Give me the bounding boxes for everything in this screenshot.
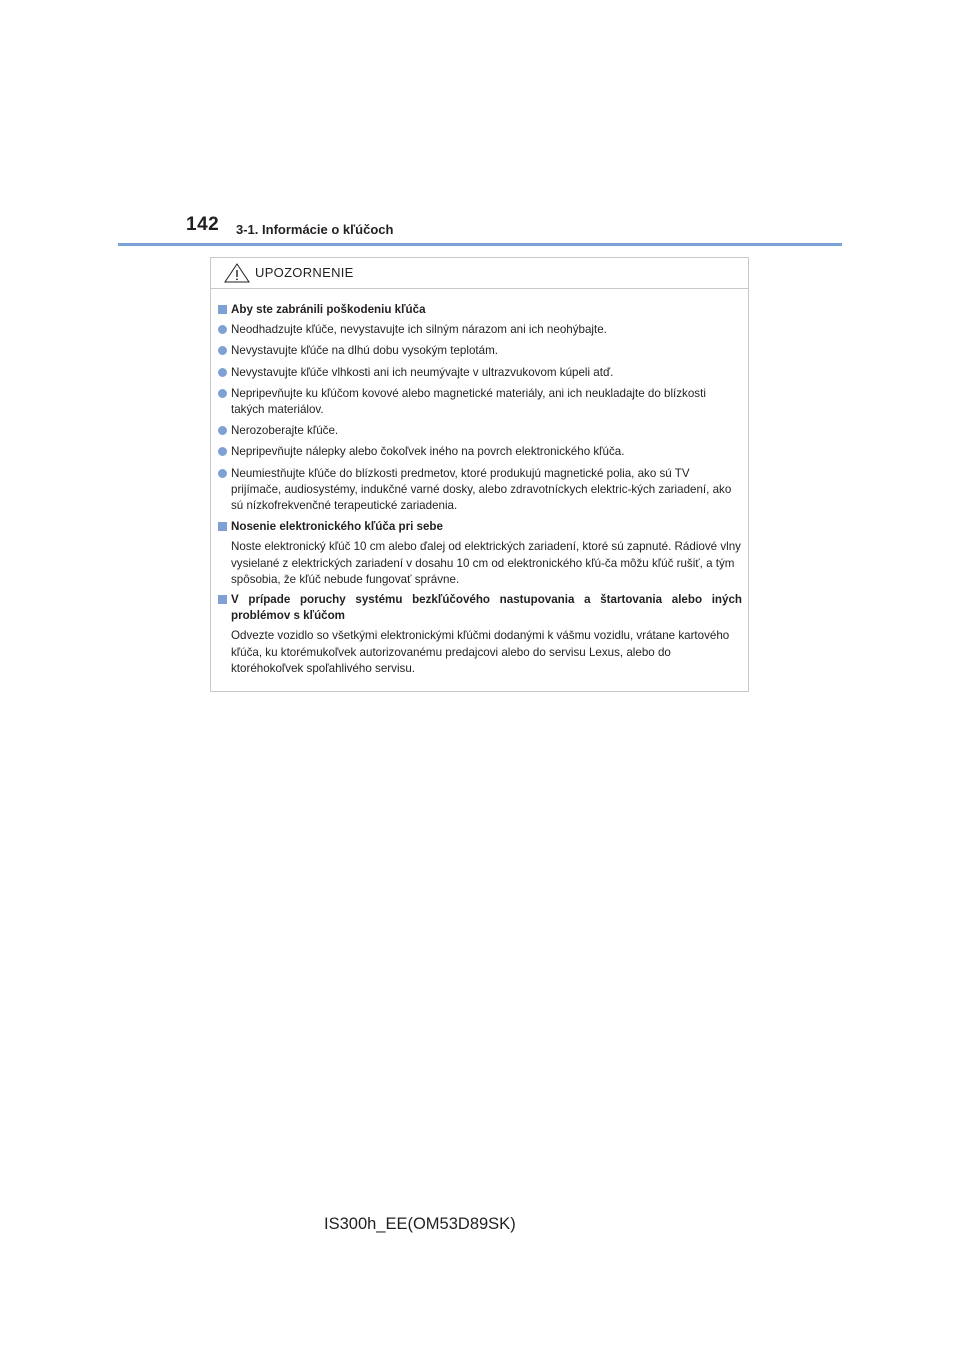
section-paragraph: Odvezte vozidlo so všetkými elektronickými kľúčmi dodanými k vášmu vozidlu, vrátane kartového kľúča, ku ktorémukoľvek autorizovanému predajcovi alebo do servisu Lexus, alebo do ktoréhokoľvek spoľahlivého servisu. — [231, 629, 730, 675]
warning-section-key-damage — [218, 302, 742, 514]
list-item — [218, 466, 742, 515]
warning-triangle-icon — [224, 263, 250, 283]
bullet-dot-icon — [218, 389, 227, 398]
list-item — [218, 343, 742, 359]
list-item-text: Nerozoberajte kľúče. — [231, 424, 339, 438]
warning-title: UPOZORNENIE — [255, 265, 354, 280]
bullet-dot-icon — [218, 469, 227, 478]
warning-section-carrying-key — [218, 519, 742, 588]
bullet-dot-icon — [218, 426, 227, 435]
list-item — [218, 444, 742, 460]
section-heading-text: Nosenie elektronického kľúča pri sebe — [231, 520, 443, 534]
section-heading — [218, 592, 742, 624]
square-bullet-icon — [218, 305, 227, 314]
list-item-text: Neodhadzujte kľúče, nevystavujte ich silným nárazom ani ich neohýbajte. — [231, 323, 607, 337]
section-heading-text: Aby ste zabránili poškodeniu kľúča — [231, 303, 426, 316]
page-number: 142 — [186, 214, 220, 235]
list-item — [218, 386, 742, 418]
list-item — [218, 365, 742, 381]
list-item-text: Neumiestňujte kľúče do blízkosti predmetov, ktoré produkujú magnetické polia, ako sú TV prijímače, audiosystémy, indukčné varné dosky, alebo zdravotníckych elektric-kých zariadení, ako sú nízkofrekvenčné terapeutické zariadenia. — [231, 466, 732, 513]
list-item — [218, 423, 742, 439]
section-heading — [218, 302, 742, 318]
document-code: IS300h_EE(OM53D89SK) — [324, 1215, 516, 1233]
section-paragraph: Noste elektronický kľúč 10 cm alebo ďalej od elektrických zariadení, ktoré sú zapnuté. Rádiové vlny vysielané z elektrických zariadení v dosahu 10 cm od elektronického kľú-ča môžu kľúč rušiť, a tým spôsobia, že kľúč nebude fungovať správne. — [231, 540, 741, 586]
warning-section-system-malfunction — [218, 592, 742, 677]
header-divider — [118, 243, 842, 246]
warning-body — [211, 289, 748, 677]
square-bullet-icon — [218, 522, 227, 531]
square-bullet-icon — [218, 595, 227, 604]
section-heading — [218, 519, 742, 535]
bullet-dot-icon — [218, 325, 227, 334]
section-title: 3-1. Informácie o kľúčoch — [236, 222, 394, 237]
bullet-dot-icon — [218, 447, 227, 456]
list-item — [218, 322, 742, 338]
bullet-list — [218, 322, 742, 514]
warning-header — [211, 258, 748, 289]
list-item-text: Nevystavujte kľúče na dlhú dobu vysokým teplotám. — [231, 344, 498, 358]
list-item-text: Nepripevňujte nálepky alebo čokoľvek iného na povrch elektronického kľúča. — [231, 445, 625, 459]
list-item-text: Nepripevňujte ku kľúčom kovové alebo magnetické materiály, ani ich neukladajte do blízkosti takých materiálov. — [231, 386, 706, 417]
bullet-dot-icon — [218, 346, 227, 355]
bullet-dot-icon — [218, 368, 227, 377]
warning-box — [210, 257, 749, 692]
list-item-text: Nevystavujte kľúče vlhkosti ani ich neumývajte v ultrazvukovom kúpeli atď. — [231, 365, 614, 379]
section-heading-text: V prípade poruchy systému bezkľúčového nastupovania a štartovania alebo iných problémov s kľúčom — [231, 593, 742, 623]
